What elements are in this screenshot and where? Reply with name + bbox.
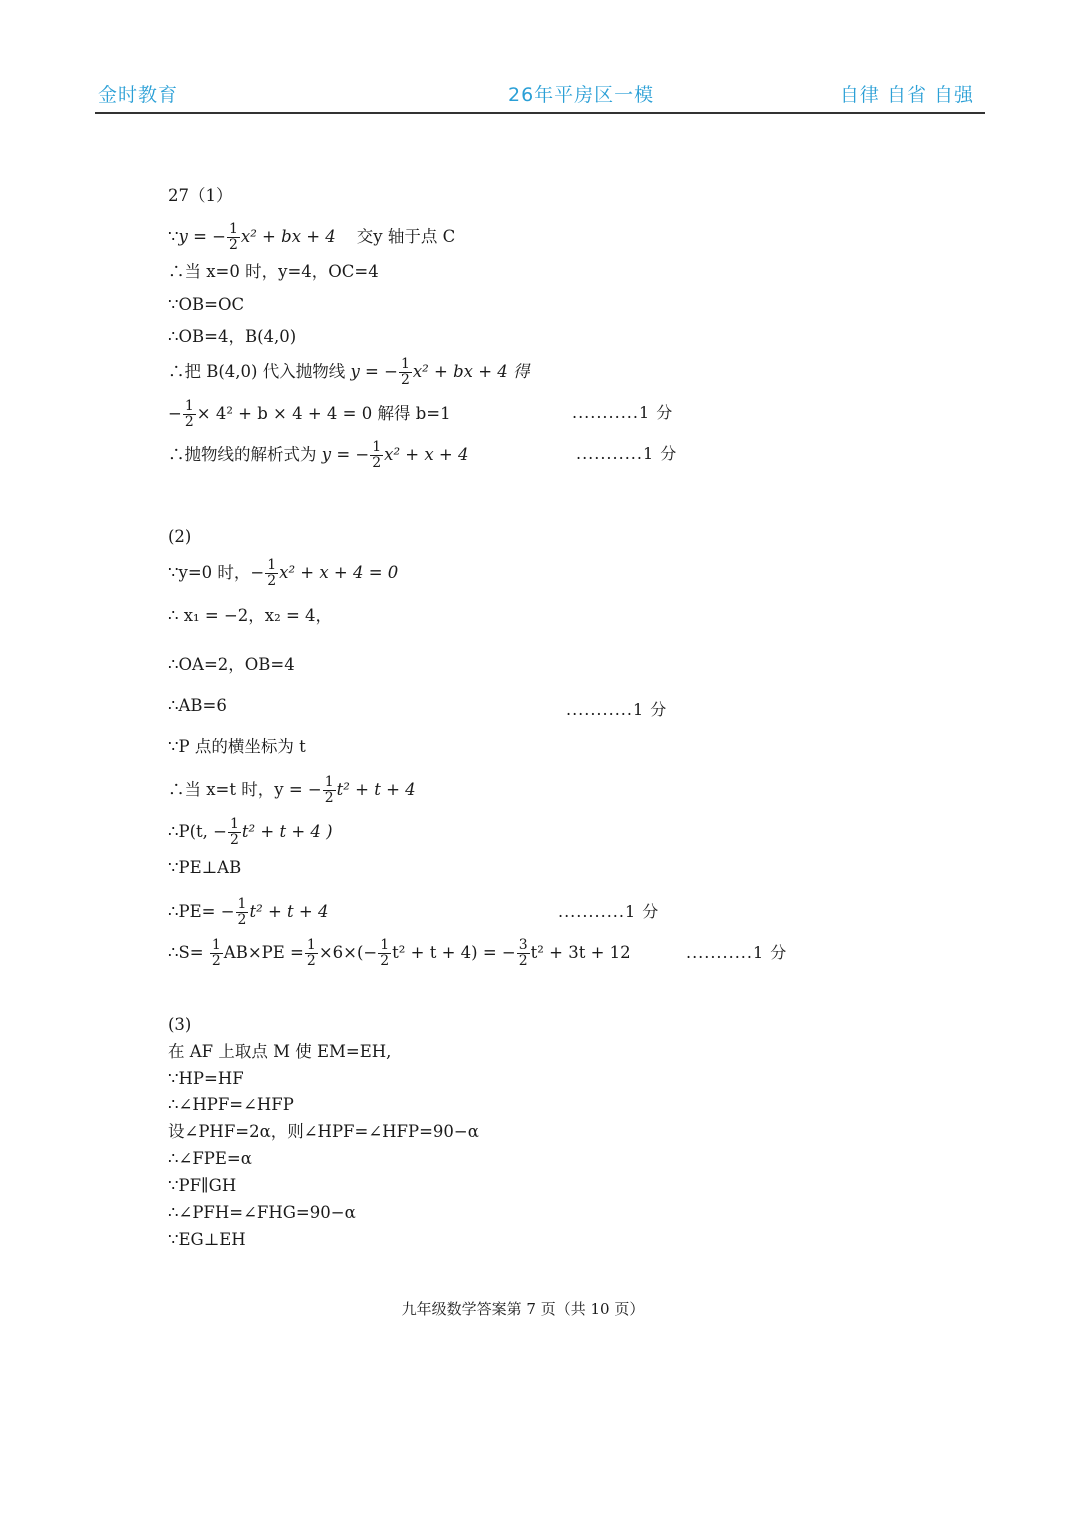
part3-line6: ∵PF∥GH [168,1176,237,1195]
part1-line2: ∴当 x=0 时，y=4，OC=4 [168,262,379,281]
part2-score-2: ...........1 分 [558,902,660,921]
part1-line5: ∴把 B(4,0) 代入抛物线 y = − $\frac{1}{2}$ x² + bx + 4 得 [168,356,530,388]
part1-score-2: ...........1 分 [576,444,678,463]
part3-line4: 设∠PHF=2α，则∠HPF=∠HFP=90−α [168,1122,479,1141]
part2-line6: ∴当 x=t 时，y = − $\frac{1}{2}$ t² + t + 4 [168,774,416,806]
header-rule [95,112,985,114]
part1-line7: ∴抛物线的解析式为 y = − $\frac{1}{2}$ x² + x + 4 [168,439,469,471]
header-motto: 自律 自省 自强 [839,84,974,106]
part3-line5: ∴∠FPE=α [168,1149,252,1168]
part1-line3: ∵OB=OC [168,295,245,314]
part1-line4: ∴OB=4，B(4,0) [168,327,297,346]
part2-line7: ∴P(t, − $\frac{1}{2}$ t² + t + 4 ) [168,816,333,848]
part3-line7: ∴∠PFH=∠FHG=90−α [168,1203,356,1222]
part1-line6: − $\frac{1}{2}$ × 4² + b × 4 + 4 = 0 解得 b=1 [168,398,451,430]
part3-line8: ∵EG⊥EH [168,1230,246,1249]
part2-line9: ∴PE= − $\frac{1}{2}$ t² + t + 4 [168,896,329,928]
part3-line1: 在 AF 上取点 M 使 EM=EH, [168,1042,392,1061]
part3-title: (3) [168,1015,192,1034]
part2-score-1: ...........1 分 [566,700,668,719]
part2-line1: ∵y=0 时，− $\frac{1}{2}$ x² + x + 4 = 0 [168,557,399,589]
part2-line5: ∵P 点的横坐标为 t [168,737,306,756]
header-brand: 金时教育 [98,84,179,106]
part2-title: (2) [168,527,192,546]
part2-line4: ∴AB=6 [168,696,227,715]
header-title: 26年平房区一模 [508,84,655,106]
part2-line8: ∵PE⊥AB [168,858,242,877]
part1-score-1: ...........1 分 [572,403,674,422]
part2-score-3: ...........1 分 [686,943,788,962]
part3-line2: ∵HP=HF [168,1069,244,1088]
part2-line10: ∴S= $\frac{1}{2}$ AB×PE = $\frac{1}{2}$ ×6×(− $\frac{1}{2}$ t² + t + 4) = − $\frac{3}{2}$ t² + 3t + 12 [168,937,631,969]
part2-line3: ∴OA=2，OB=4 [168,655,295,674]
part1-title: 27（1） [168,186,233,205]
page-footer: 九年级数学答案第 7 页（共 10 页） [401,1300,645,1318]
part1-line1: ∵y = − $\frac{1}{2}$ x² + bx + 4 交y 轴于点 C [168,221,456,253]
part3-line3: ∴∠HPF=∠HFP [168,1095,294,1114]
part2-line2: ∴ x₁ = −2，x₂ = 4， [168,606,333,625]
